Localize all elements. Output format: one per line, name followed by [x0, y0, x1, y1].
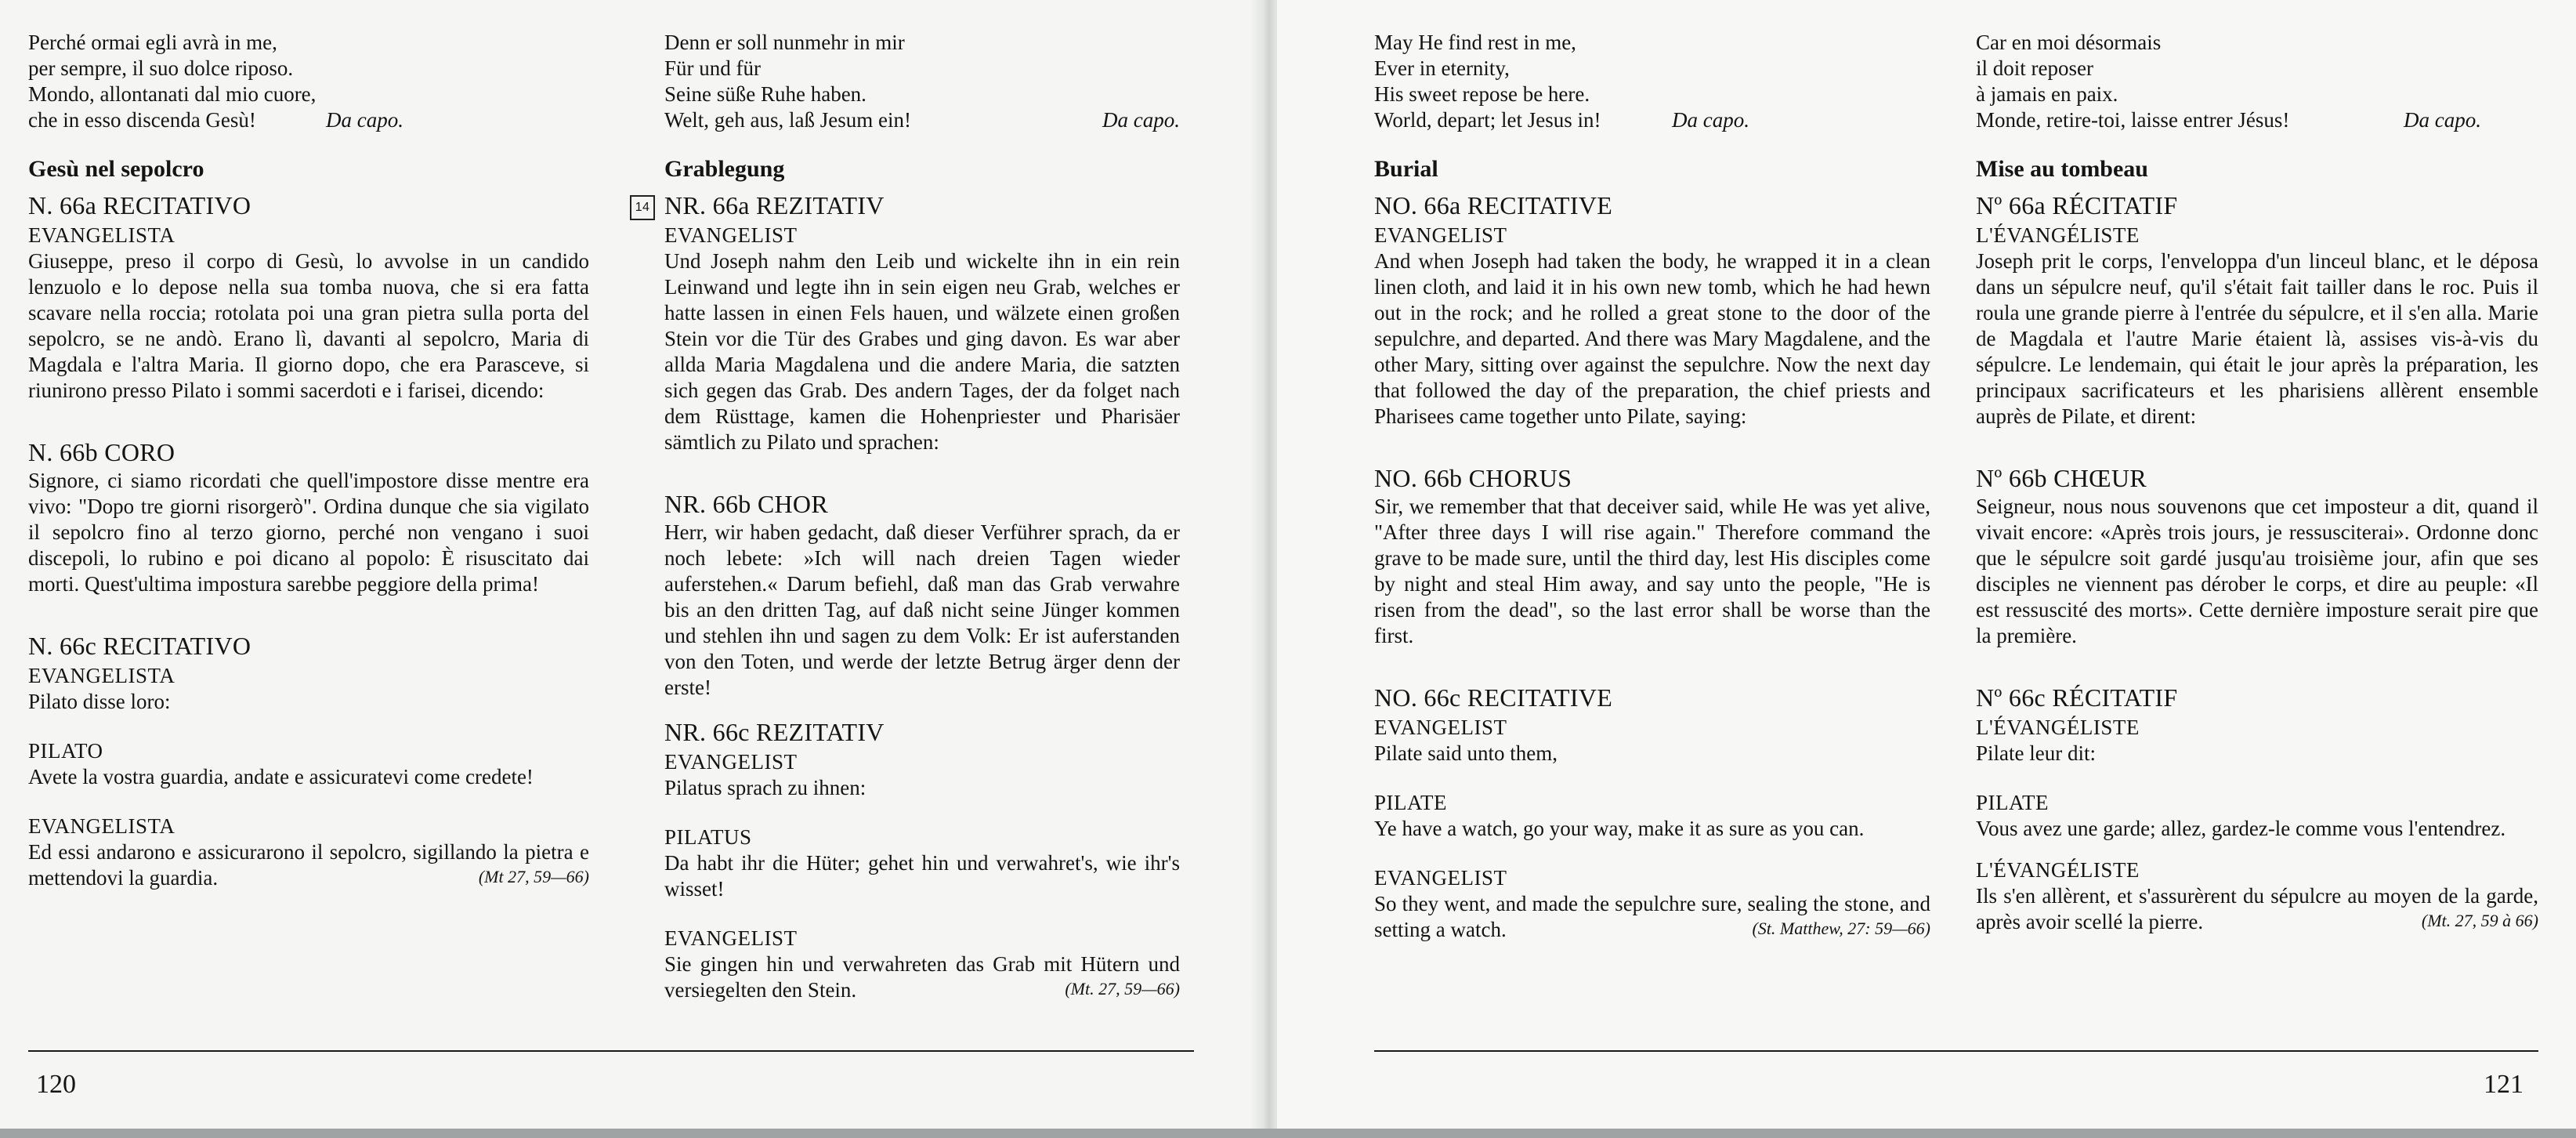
number-title-66b: NO. 66b CHORUS	[1374, 464, 1572, 492]
numbered-box: 14	[630, 195, 655, 220]
poem-line: Denn er soll nunmehr in mir	[664, 31, 905, 54]
poem-line: Welt, geh aus, laß Jesum ein! Da capo.	[664, 108, 1180, 132]
recitative-text: Giuseppe, preso il corpo di Gesù, lo avvolse in un candido lenzuolo e lo depose nella sua tomba nuova, che si era fatta scavare nella roccia; rotolata poi una gran pietra sulla porta del sepolcro, se ne andò. Erano lì, davanti al sepolcro, Maria di Magdala e l'altra Maria. Il giorno dopo, che era Parasceve, si riunirono presso Pilato i sommi sacerdoti e i farisei, dicendo:	[28, 249, 589, 402]
number-title-66b: NR. 66b CHOR	[664, 490, 828, 518]
poem-line: à jamais en paix.	[1976, 82, 2118, 106]
recitative-text: Avete la vostra guardia, andate e assicuratevi come credete!	[28, 765, 534, 788]
footer-rule	[28, 1050, 1194, 1052]
da-capo-mark: Da capo.	[2404, 108, 2481, 132]
french-column	[1976, 30, 2538, 935]
role-label: EVANGELIST	[664, 223, 798, 247]
da-capo-mark: Da capo.	[1102, 108, 1180, 132]
role-label: PILATO	[28, 739, 103, 763]
recitative-text: Pilato disse loro:	[28, 690, 171, 713]
number-title-66a: 14 NR. 66a REZITATIV	[664, 190, 1180, 221]
number-title-66b: N. 66b CORO	[28, 438, 175, 466]
poem-line: Monde, retire-toi, laisse entrer Jésus! Da capo.	[1976, 108, 2481, 132]
recitative-text: Ye have a watch, go your way, make it as sure as you can.	[1374, 817, 1865, 840]
page-number: 120	[36, 1070, 76, 1099]
section-title: Grablegung	[664, 156, 785, 182]
poem-line: His sweet repose be here.	[1374, 82, 1590, 106]
recitative-text: Pilatus sprach zu ihnen:	[664, 776, 867, 799]
role-label: EVANGELISTA	[28, 223, 175, 247]
scan-edge	[0, 1129, 2576, 1138]
poem-line: Mondo, allontanati dal mio cuore,	[28, 82, 317, 106]
footer-rule	[1374, 1050, 2538, 1052]
role-label: PILATE	[1976, 791, 2049, 814]
left-page	[0, 0, 1261, 1129]
recitative-text: So they went, and made the sepulchre sure, sealing the stone, and setting a watch.	[1374, 892, 1930, 941]
poem-line: Perché ormai egli avrà in me,	[28, 31, 277, 54]
poem-line: Ever in eternity,	[1374, 56, 1510, 80]
scripture-reference: (St. Matthew, 27: 59—66)	[1752, 919, 1930, 938]
right-page	[1277, 0, 2576, 1129]
role-label: EVANGELIST	[1374, 866, 1507, 890]
recitative-text: Pilate said unto them,	[1374, 741, 1558, 765]
recitative-text: Pilate leur dit:	[1976, 741, 2096, 765]
role-label: PILATE	[1374, 791, 1447, 814]
poem-line: Für und für	[664, 56, 761, 80]
chorus-text: Seigneur, nous nous souvenons que cet imposteur a dit, quand il vivait encore: «Après trois jours, je ressusciterai». Ordonne donc que le sépulcre soit gardé jusqu'au troisième jour, afin que ses disciples ne viennent pas dérober le corps, et dire au peuple: «Il est ressuscité des morts». Cette dernière imposture serait pire que la première.	[1976, 495, 2538, 647]
number-title-66a: NO. 66a RECITATIVE	[1374, 191, 1613, 219]
da-capo-mark: Da capo.	[1672, 108, 1749, 132]
number-title-66c: NR. 66c REZITATIV	[664, 718, 885, 746]
scripture-reference: (Mt 27, 59—66)	[478, 867, 589, 886]
recitative-text: Ed essi andarono e assicurarono il sepolcro, sigillando la pietra e mettendovi la guardia.	[28, 840, 589, 890]
scripture-reference: (Mt. 27, 59—66)	[1065, 979, 1180, 998]
chorus-text: Signore, ci siamo ricordati che quell'impostore disse mentre era vivo: "Dopo tre giorni risorgerò". Ordina dunque che sia vigilato il sepolcro fino al terzo giorno, perché non vengano i suoi discepoli, lo rubino e poi dicano al popolo: È risuscitato dai morti. Quest'ultima impostura sarebbe peggiore della prima!	[28, 469, 589, 596]
number-title-66c: Nº 66c RÉCITATIF	[1976, 683, 2178, 712]
poem-line: Car en moi désormais	[1976, 31, 2162, 54]
recitative-text: Sie gingen hin und verwahreten das Grab mit Hütern und versiegelten den Stein.	[664, 952, 1180, 1002]
number-title-66c: N. 66c RECITATIVO	[28, 632, 251, 660]
aria-poem	[1976, 30, 2538, 133]
role-label: L'ÉVANGÉLISTE	[1976, 223, 2140, 247]
recitative-text: Joseph prit le corps, l'enveloppa d'un linceul blanc, et le déposa dans un sépulcre neuf, qu'il s'était fait tailler dans le roc. Puis il roula une grande pierre à l'entrée du sépulcre, et il s'en alla. Marie de Magdala et l'autre Marie étaient là, assises vis-à-vis du sépulcre. Le lendemain, qui était le jour après la préparation, les principaux sacrificateurs et les pharisiens allèrent ensemble auprès de Pilate, et dirent:	[1976, 249, 2538, 428]
poem-line: May He find rest in me,	[1374, 31, 1576, 54]
poem-line: il doit reposer	[1976, 56, 2093, 80]
number-title-66b: Nº 66b CHŒUR	[1976, 464, 2147, 492]
da-capo-mark: Da capo.	[326, 108, 403, 132]
role-label: EVANGELIST	[664, 750, 798, 774]
page-number: 121	[2484, 1070, 2524, 1099]
role-label: L'ÉVANGÉLISTE	[1976, 858, 2140, 882]
role-label: L'ÉVANGÉLISTE	[1976, 716, 2140, 739]
number-title-66c: NO. 66c RECITATIVE	[1374, 683, 1613, 712]
number-title-66a: Nº 66a RÉCITATIF	[1976, 191, 2178, 219]
recitative-text: And when Joseph had taken the body, he wrapped it in a clean linen cloth, and laid it in his own new tomb, which he had hewn out in the rock; and he rolled a great stone to the door of the sepulchre, and departed. And there was Mary Magdalene, and the other Mary, sitting over against the sepulchre. Now the next day that followed the day of the preparation, the chief priests and Pharisees came together unto Pilate, saying:	[1374, 249, 1930, 428]
poem-line: World, depart; let Jesus in! Da capo.	[1374, 108, 1749, 132]
role-label: EVANGELISTA	[28, 664, 175, 687]
recitative-text: Da habt ihr die Hüter; gehet hin und verwahret's, wie ihr's wisset!	[664, 851, 1180, 901]
section-title: Gesù nel sepolcro	[28, 156, 204, 182]
chorus-text: Sir, we remember that that deceiver said, while He was yet alive, "After three days I will rise again." Therefore command the grave to be made sure, until the third day, lest His disciples come by night and steal Him away, and say unto the people, "He is risen from the dead", so the last error shall be worse than the first.	[1374, 495, 1930, 647]
recitative-text: Ils s'en allèrent, et s'assurèrent du sépulcre au moyen de la garde, après avoir scellé la pierre.	[1976, 884, 2538, 933]
aria-poem	[28, 30, 589, 133]
role-label: PILATUS	[664, 825, 752, 849]
role-label: EVANGELIST	[664, 926, 798, 950]
poem-line: per sempre, il suo dolce riposo.	[28, 56, 294, 80]
english-column	[1374, 30, 1930, 943]
role-label: EVANGELISTA	[28, 814, 175, 838]
role-label: EVANGELIST	[1374, 716, 1507, 739]
recitative-text: Vous avez une garde; allez, gardez-le comme vous l'entendrez.	[1976, 817, 2506, 840]
german-column	[635, 30, 1180, 1003]
chorus-text: Herr, wir haben gedacht, daß dieser Verführer sprach, da er noch lebete: »Ich will nach dreien Tagen wieder auferstehen.« Darum befiehl, daß man das Grab verwahre bis an den dritten Tag, auf daß nicht seine Jünger kommen und stehlen ihn und sagen zu dem Volk: Er ist auferstanden von den Toten, und werde der letzte Betrug ärger denn der erste!	[664, 520, 1180, 699]
section-title: Burial	[1374, 156, 1438, 182]
scripture-reference: (Mt. 27, 59 à 66)	[2421, 911, 2538, 930]
number-title-66a: N. 66a RECITATIVO	[28, 191, 251, 219]
italian-column	[28, 30, 589, 891]
section-title: Mise au tombeau	[1976, 156, 2148, 182]
recitative-text: Und Joseph nahm den Leib und wickelte ihn in ein rein Leinwand und legte ihn in sein eigen neu Grab, welches er hatte lassen in einen Fels hauen, und wälzete einen großen Stein vor die Tür des Grabes und ging davon. Es war aber allda Maria Magdalena und die andere Maria, die satzten sich gegen das Grab. Des andern Tages, der da folget nach dem Rüsttage, kamen die Hohenpriester und Pharisäer sämtlich zu Pilato und sprachen:	[664, 249, 1180, 454]
aria-poem	[664, 30, 1180, 133]
poem-line: Seine süße Ruhe haben.	[664, 82, 867, 106]
role-label: EVANGELIST	[1374, 223, 1507, 247]
poem-line: che in esso discenda Gesù! Da capo.	[28, 108, 403, 132]
aria-poem	[1374, 30, 1930, 133]
